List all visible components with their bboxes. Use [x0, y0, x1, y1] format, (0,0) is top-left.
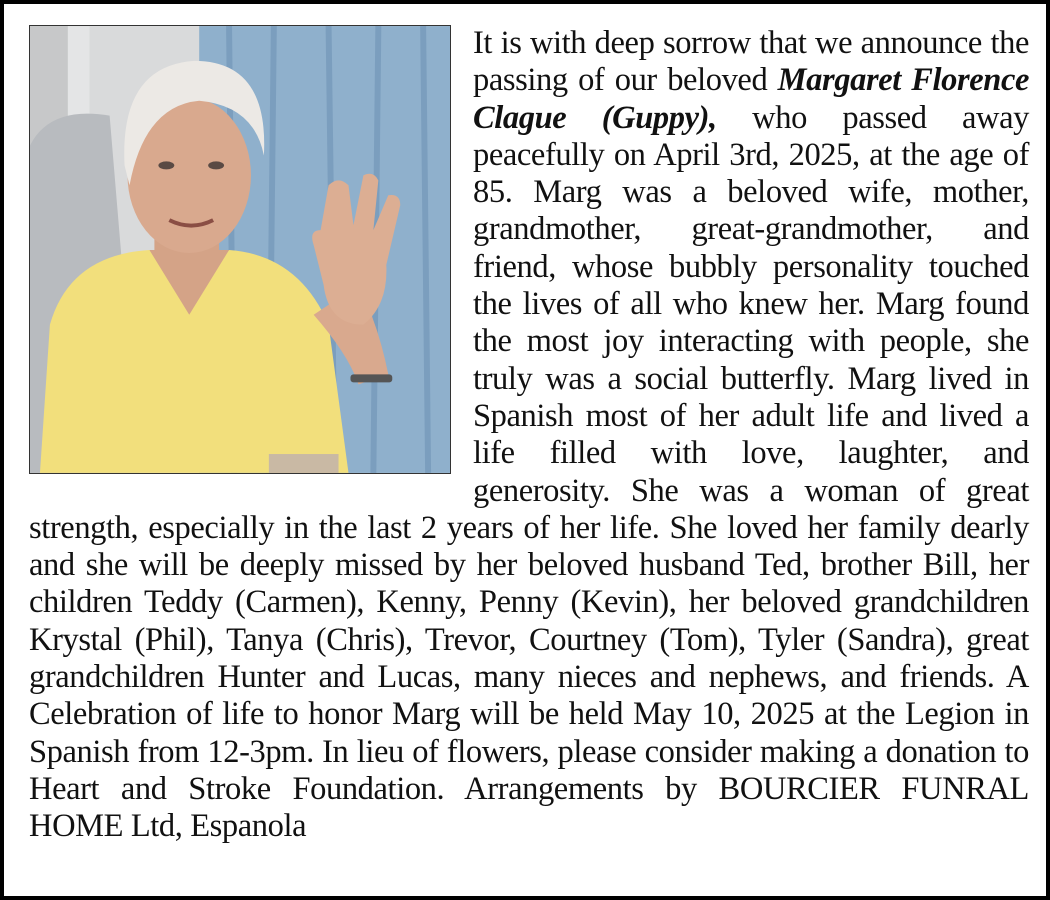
- obituary-body: who passed away peacefully on April 3rd, 2025, at the age of 85. Marg was a beloved wife, mother, grandmother, great-grandmother, and friend, whose bubbly personality touched the lives of all who knew her. Marg found the most joy interacting with people, she truly was a social butterfly. Marg lived in Spanish most of her adult life and lived a life filled with love, laughter, and generosity. She was a woman of great strength, especially in the last 2 years of her life. She loved her family dearly and she will be deeply missed by her beloved husband Ted, brother Bill, her children Teddy (Carmen), Kenny, Penny (Kevin), her beloved grandchildren Krystal (Phil), Tanya (Chris), Trevor, Courtney (Tom), Tyler (Sandra), great grandchildren Hunter and Lucas, many nieces and nephews, and friends. A Celebration of life to honor Marg will be held May 10, 2025 at the Legion in Spanish from 12-3pm. In lieu of flowers, please consider making a donation to Heart and Stroke Foundation. Arrangements by BOURCIER FUNRAL HOME Ltd, Espanola: [29, 99, 1029, 845]
- portrait-illustration: [30, 26, 450, 473]
- deceased-name: Margaret Florence Clague (Guppy),: [473, 62, 1029, 136]
- obituary-intro: It is with deep sorrow that we announce the passing of our beloved: [473, 25, 1029, 99]
- portrait-photo: [29, 25, 451, 474]
